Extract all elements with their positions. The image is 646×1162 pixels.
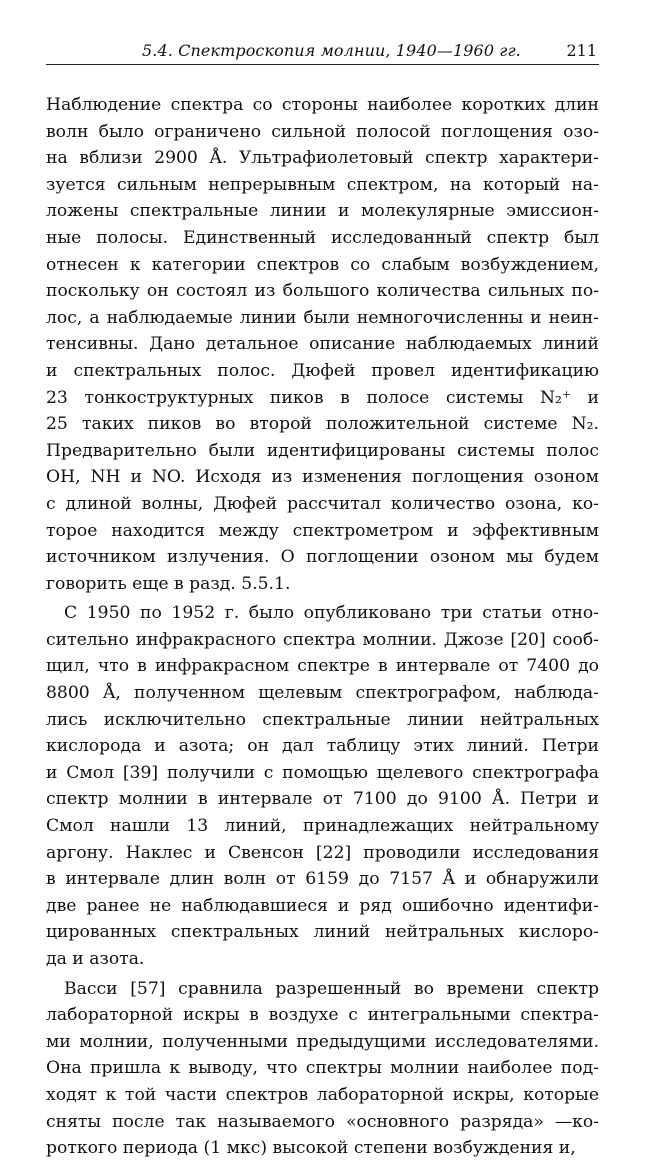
running-head [46,36,599,65]
text-line: Наблюдение спектра со стороны наиболее коротких длин [46,95,599,115]
text-line: лись исключительно спектральные линии нейтральных [46,709,599,730]
text-line: с длиной волны, Дюфей рассчитал количество озона, ко- [46,493,599,514]
text-line: ходят к той части спектров лабораторной искры, которые [46,1084,599,1105]
text-line: и спектральных полос. Дюфей провел идентификацию [46,360,599,381]
paragraph [46,92,599,597]
page-number: 211 [566,41,597,60]
text-line: ложены спектральные линии и молекулярные эмиссион- [46,201,599,222]
body-text [46,92,599,1162]
text-line: С 1950 по 1952 г. было опубликовано три статьи отно- [64,603,599,624]
text-line: в интервале длин волн от 6159 до 7157 Å и обнаружили [46,869,599,890]
text-line: лабораторной искры в воздухе с интегральными спектра- [46,1005,599,1026]
text-line: ные полосы. Единственный исследованный спектр был [46,227,599,248]
text-line: и Смол [39] получили с помощью щелевого спектрографа [46,762,599,783]
text-line: Смол нашли 13 линий, принадлежащих нейтральному [46,816,599,837]
text-line: цированных спектральных линий нейтральных кислоро- [46,922,599,943]
text-line: лос, а наблюдаемые линии были немногочисленны и неин- [46,307,599,328]
text-line: OH, NH и NO. Исходя из изменения поглощения озоном [46,467,599,488]
text-line: Васси [57] сравнила разрешенный во времени спектр [64,978,599,999]
text-line: источником излучения. О поглощении озоном мы будем [46,547,599,568]
text-line: кислорода и азота; он дал таблицу этих линий. Петри [46,736,599,757]
text-line: на вблизи 2900 Å. Ультрафиолетовый спектр характери- [46,148,599,169]
text-line: Она пришла к выводу, что спектры молнии наиболее под- [46,1058,599,1079]
text-line: торое находится между спектрометром и эффективным [46,520,599,541]
running-title: 5.4. Спектроскопия молнии, 1940—1960 гг. [142,41,521,60]
text-line: зуется сильным непрерывным спектром, на который на- [46,174,599,195]
paragraph [46,600,599,972]
text-line: да и азота. [46,949,145,969]
text-line: спектр молнии в интервале от 7100 до 9100 Å. Петри и [46,789,599,810]
text-line: две ранее не наблюдавшиеся и ряд ошибочно идентифи- [46,895,599,916]
text-line: щил, что в инфракрасном спектре в интервале от 7400 до [46,656,599,677]
text-line: отнесен к категории спектров со слабым возбуждением, [46,254,599,275]
text-line: 25 таких пиков во второй положительной системе N₂. [46,414,599,435]
text-line: ми молнии, полученными предыдущими исследователями. [46,1031,599,1052]
text-line: аргону. Наклес и Свенсон [22] проводили исследования [46,842,599,863]
text-line: говорить еще в разд. 5.5.1. [46,573,291,594]
text-line: Предварительно были идентифицированы системы полос [46,440,599,461]
text-line: сительно инфракрасного спектра молнии. Джозе [20] сооб- [46,629,599,650]
text-line: сняты после так называемого «основного разряда» —ко- [46,1111,599,1132]
paragraph [46,976,599,1162]
text-line: волн было ограничено сильной полосой поглощения озо- [46,121,599,142]
text-line: поскольку он состоял из большого количества сильных по- [46,281,599,302]
text-line: 23 тонкоструктурных пиков в полосе системы N₂⁺ и [46,387,599,408]
text-line: тенсивны. Дано детальное описание наблюдаемых линий [46,334,599,355]
text-line: роткого периода (1 мкс) высокой степени возбуждения и, [46,1138,576,1159]
text-line: 8800 Å, полученном щелевым спектрографом, наблюда- [46,683,599,704]
